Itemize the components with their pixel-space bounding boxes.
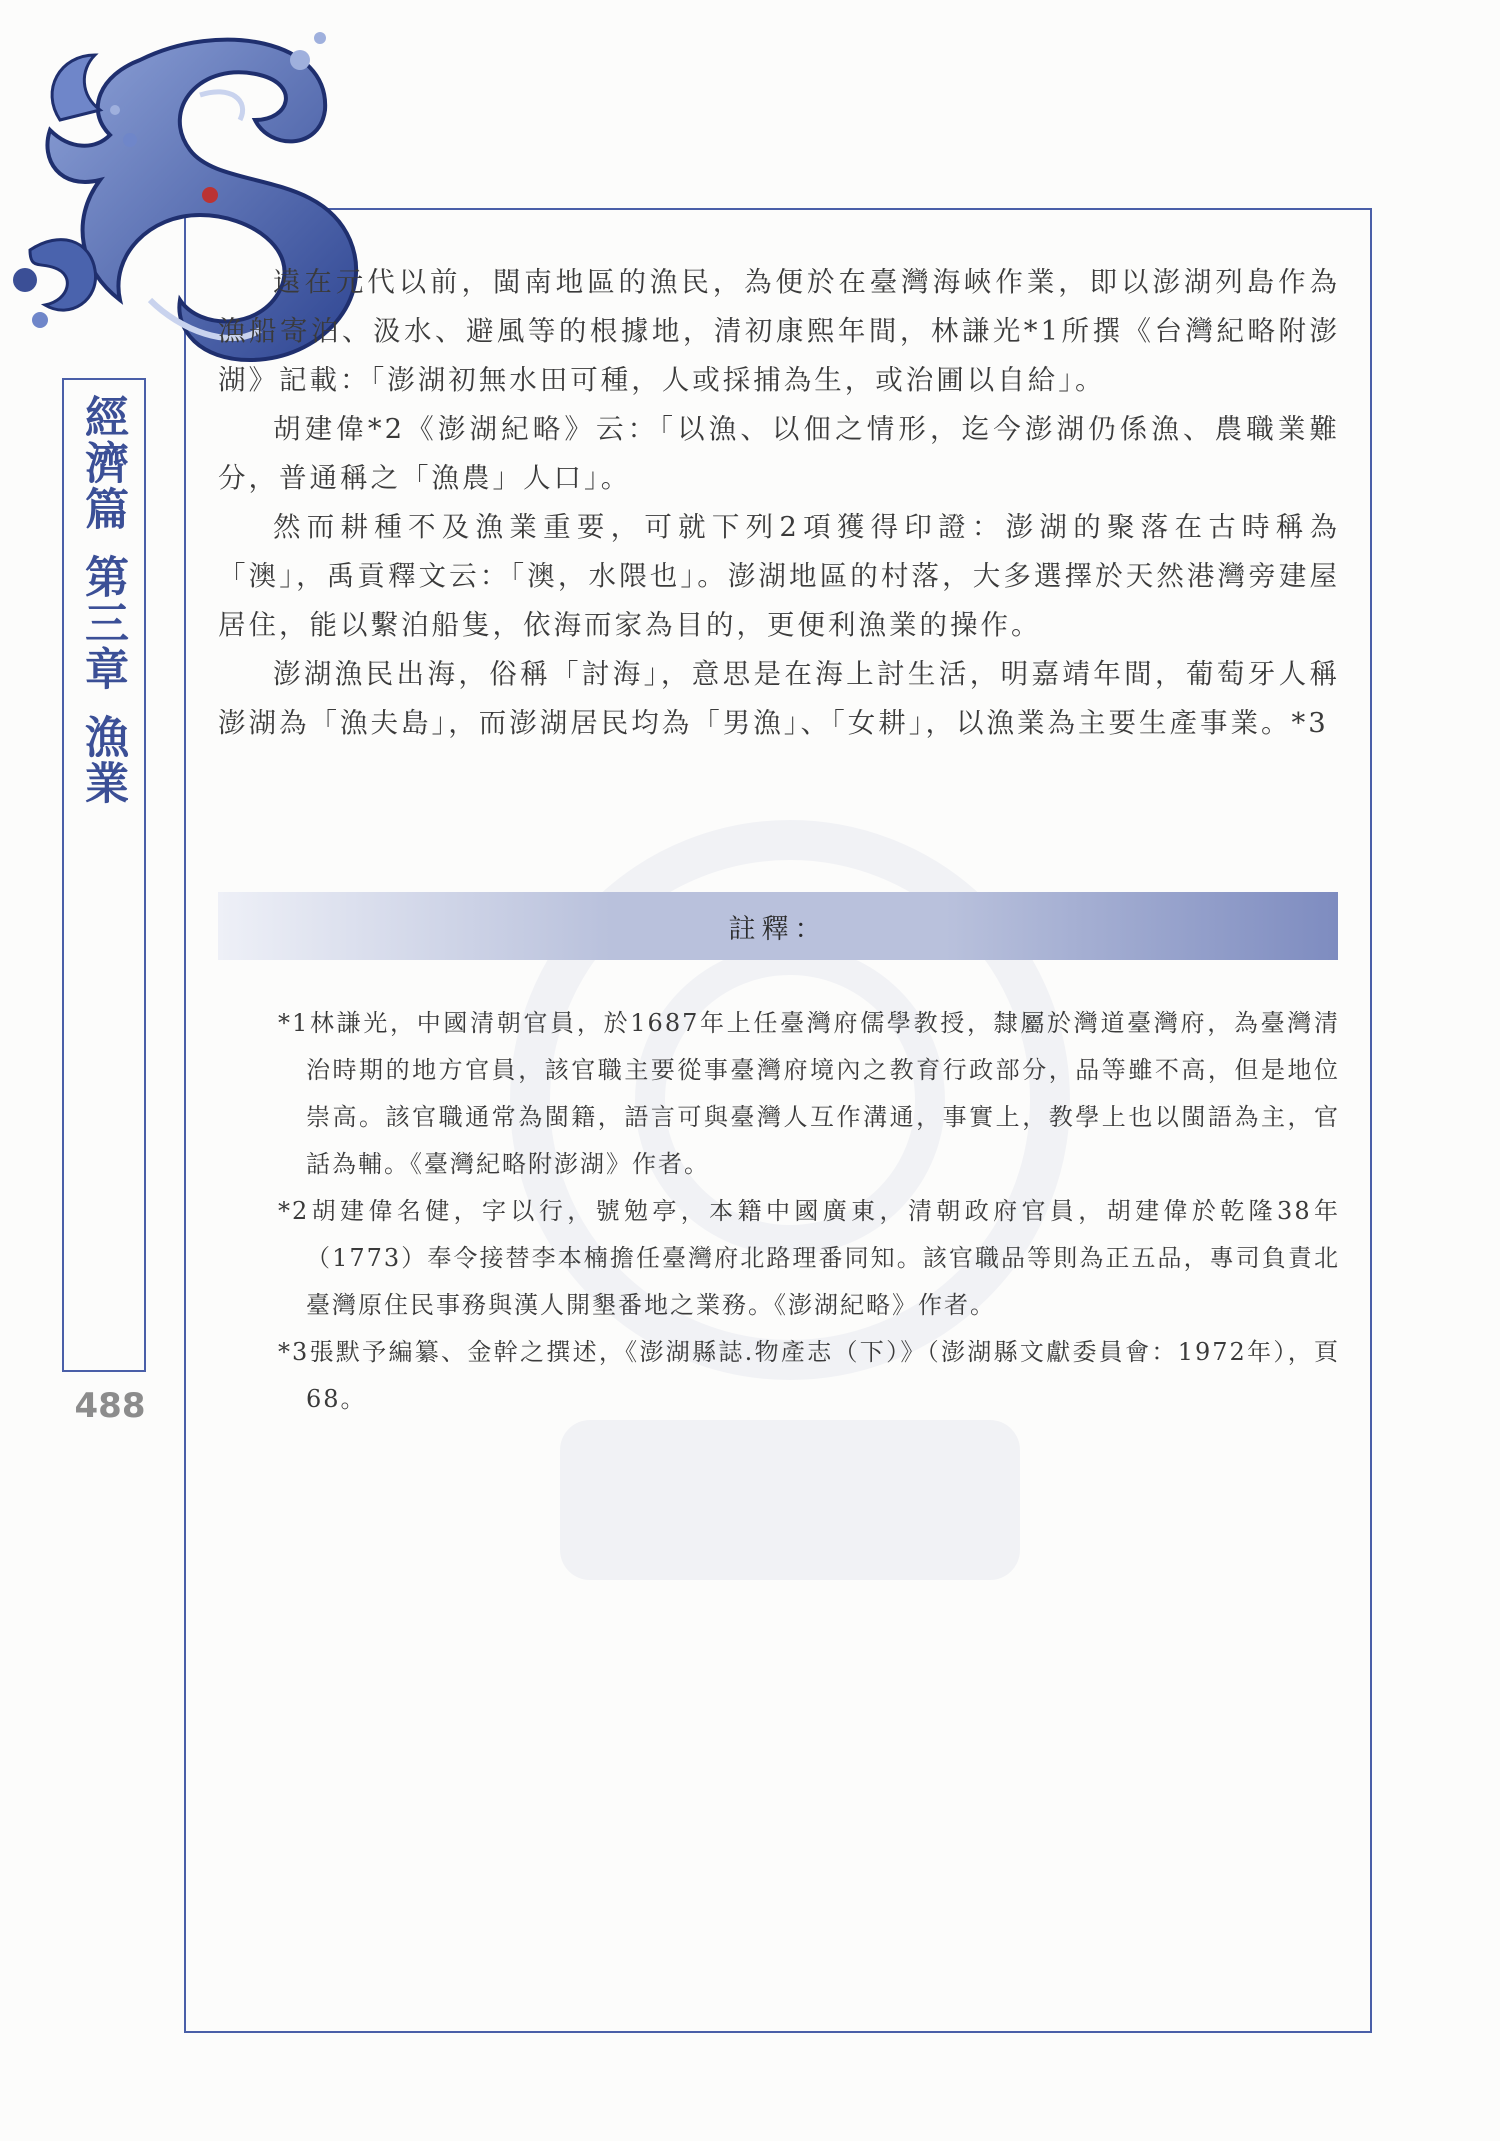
notes-header (218, 892, 1338, 960)
paragraph: 然而耕種不及漁業重要，可就下列2項獲得印證：澎湖的聚落在古時稱為「澳」，禹貢釋文云：「澳，水隈也」。澎湖地區的村落，大多選擇於天然港灣旁建屋居住，能以繫泊船隻，依海而家為目的，更便利漁業的操作。 (218, 511, 1340, 641)
paragraph: 遠在元代以前，閩南地區的漁民，為便於在臺灣海峽作業，即以澎湖列島作為漁船寄泊、汲水、避風等的根據地，清初康熙年間，林謙光*1所撰《台灣紀略附澎湖》記載：「澎湖初無水田可種，人或採捕為生，或治圃以自給」。 (218, 266, 1340, 396)
page-number: 488 (74, 1386, 146, 1426)
paragraph: 胡建偉*2《澎湖紀略》云：「以漁、以佃之情形，迄今澎湖仍係漁、農職業難分，普通稱之「漁農」人口」。 (218, 413, 1340, 494)
paragraph: 澎湖漁民出海，俗稱「討海」，意思是在海上討生活，明嘉靖年間，葡萄牙人稱澎湖為「漁夫島」，而澎湖居民均為「男漁」、「女耕」，以漁業為主要生產事業。*3 (218, 658, 1340, 739)
sidebar-chapter: 第三章 (77, 554, 128, 692)
chapter-sidebar (62, 378, 146, 1372)
note-item: *2胡建偉名健，字以行，號勉亭，本籍中國廣東，清朝政府官員，胡建偉於乾隆38年（1773）奉令接替李本楠擔任臺灣府北路理番同知。該官職品等則為正五品，專司負責北臺灣原住民事務與漢人開墾番地之業務。《澎湖紀略》作者。 (278, 1197, 1340, 1319)
sidebar-section: 漁業 (77, 714, 128, 806)
notes-title: 註釋： (728, 913, 828, 945)
sidebar-part: 經濟篇 (77, 394, 128, 532)
note-item: *3張默予編纂、金幹之撰述，《澎湖縣誌.物產志（下）》（澎湖縣文獻委員會：1972年），頁68。 (278, 1338, 1340, 1413)
note-item: *1林謙光，中國清朝官員，於1687年上任臺灣府儒學教授，隸屬於灣道臺灣府，為臺灣清治時期的地方官員，該官職主要從事臺灣府境內之教育行政部分，品等雖不高，但是地位崇高。該官職通常為閩籍，語言可與臺灣人互作溝通，事實上，教學上也以閩語為主，官話為輔。《臺灣紀略附澎湖》作者。 (278, 1009, 1340, 1178)
sidebar-title (64, 394, 144, 806)
main-body (218, 258, 1340, 748)
notes-list (278, 1000, 1340, 1423)
